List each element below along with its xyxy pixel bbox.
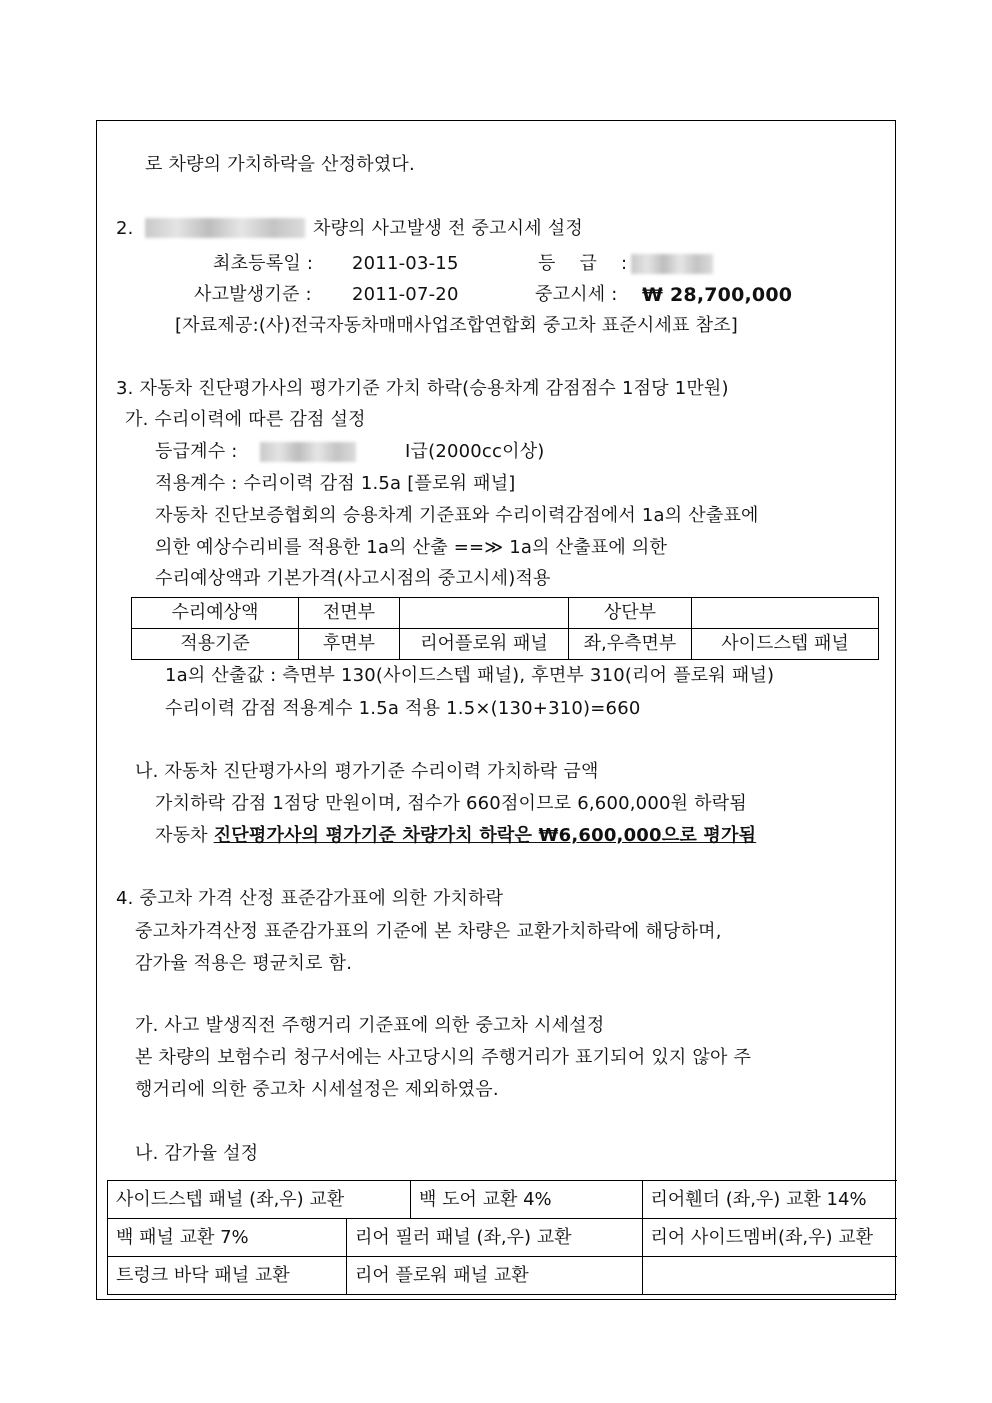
repair-estimate-table (131, 597, 879, 660)
table-cell: 백 패널 교환 7% (108, 1219, 347, 1257)
table-cell (400, 598, 569, 629)
table-row (108, 1257, 898, 1295)
accident-date-label: 사고발생기준 : (194, 284, 312, 305)
section-4-title: 4. 중고차 가격 산정 표준감가표에 의한 가치하락 (116, 888, 504, 909)
table-row (108, 1181, 898, 1219)
section-4-line-1: 중고차가격산정 표준감가표의 기준에 본 차량은 교환가치하락에 해당하며, (135, 921, 722, 942)
paragraph-line-1: 자동차 진단보증협회의 승용차계 기준표와 수리이력감점에서 1a의 산출표에 (155, 505, 759, 526)
used-price-value: ₩ 28,700,000 (642, 284, 793, 306)
table-row (108, 1219, 898, 1257)
section-4a-line-1: 본 차량의 보험수리 청구서에는 사고당시의 주행거리가 표기되어 있지 않아 주 (135, 1047, 752, 1068)
table-row (132, 629, 879, 660)
used-price-label: 중고시세 : (535, 284, 618, 305)
section-3a-title: 가. 수리이력에 따른 감점 설정 (125, 409, 366, 430)
redacted-grade-coef (260, 442, 356, 462)
table-cell: 리어 플로워 패널 교환 (347, 1257, 643, 1295)
table-cell: 후면부 (299, 629, 400, 660)
section-2-title: 차량의 사고발생 전 중고시세 설정 (313, 218, 583, 239)
table-cell (692, 598, 879, 629)
section-3b-title: 나. 자동차 진단평가사의 평가기준 수리이력 가치하락 금액 (135, 761, 599, 782)
section-3b-line-1: 가치하락 감점 1점당 만원이며, 점수가 660점이므로 6,600,000원 하락됨 (155, 793, 747, 814)
table-cell: 리어 필러 패널 (좌,우) 교환 (347, 1219, 643, 1257)
calc-line-1: 1a의 산출값 : 측면부 130(사이드스텝 패널), 후면부 310(리어 플로워 패널) (165, 665, 775, 686)
table-cell: 리어플로워 패널 (400, 629, 569, 660)
table-cell: 사이드스텝 패널 (692, 629, 879, 660)
table-cell: 전면부 (299, 598, 400, 629)
intro-line: 로 차량의 가치하락을 산정하였다. (145, 154, 415, 175)
section-3b-prefix: 자동차 (155, 825, 214, 846)
table-cell: 리어 사이드멤버(좌,우) 교환 (642, 1219, 897, 1257)
table-cell: 리어휀더 (좌,우) 교환 14% (642, 1181, 897, 1219)
section-3-title: 3. 자동차 진단평가사의 평가기준 가치 하락(승용차계 감점점수 1점당 1만원) (116, 378, 729, 399)
table-cell: 상단부 (569, 598, 692, 629)
calc-line-2: 수리이력 감점 적용계수 1.5a 적용 1.5×(130+310)=660 (165, 698, 641, 719)
table-cell: 백 도어 교환 4% (411, 1181, 643, 1219)
table-cell (642, 1257, 897, 1295)
table-cell: 적용기준 (132, 629, 299, 660)
data-source-note: [자료제공:(사)전국자동차매매사업조합연합회 중고차 표준시세표 참조] (175, 315, 738, 336)
registration-label: 최초등록일 : (213, 253, 314, 274)
redacted-vehicle-name (145, 218, 305, 238)
section-4-line-2: 감가율 적용은 평균치로 함. (135, 953, 353, 974)
accident-date: 2011-07-20 (352, 284, 459, 305)
paragraph-line-3: 수리예상액과 기본가격(사고시점의 중고시세)적용 (155, 568, 551, 589)
section-2-number: 2. (116, 218, 134, 239)
redacted-grade (631, 254, 713, 274)
paragraph-line-2: 의한 예상수리비를 적용한 1a의 산출 ==≫ 1a의 산출표에 의한 (155, 537, 668, 558)
grade-label: 등 급 : (538, 253, 628, 274)
section-4a-line-2: 행거리에 의한 중고차 시세설정은 제외하였음. (135, 1079, 499, 1100)
section-4a-title: 가. 사고 발생직전 주행거리 기준표에 의한 중고차 시세설정 (135, 1015, 605, 1036)
grade-coef-value: Ⅰ급(2000cc이상) (405, 441, 545, 462)
grade-coef-label: 등급계수 : (155, 441, 238, 462)
valuation-conclusion: 진단평가사의 평가기준 차량가치 하락은 ₩6,600,000으로 평가됨 (213, 825, 757, 846)
table-row (132, 598, 879, 629)
depreciation-table (107, 1180, 897, 1295)
table-cell: 좌,우측면부 (569, 629, 692, 660)
table-cell: 수리예상액 (132, 598, 299, 629)
table-cell: 트렁크 바닥 패널 교환 (108, 1257, 347, 1295)
table-cell: 사이드스텝 패널 (좌,우) 교환 (108, 1181, 411, 1219)
section-3b-line-2 (155, 824, 756, 848)
apply-coef-line: 적용계수 : 수리이력 감점 1.5a [플로워 패널] (155, 473, 516, 494)
registration-date: 2011-03-15 (352, 253, 459, 274)
section-4b-title: 나. 감가율 설정 (135, 1143, 259, 1164)
